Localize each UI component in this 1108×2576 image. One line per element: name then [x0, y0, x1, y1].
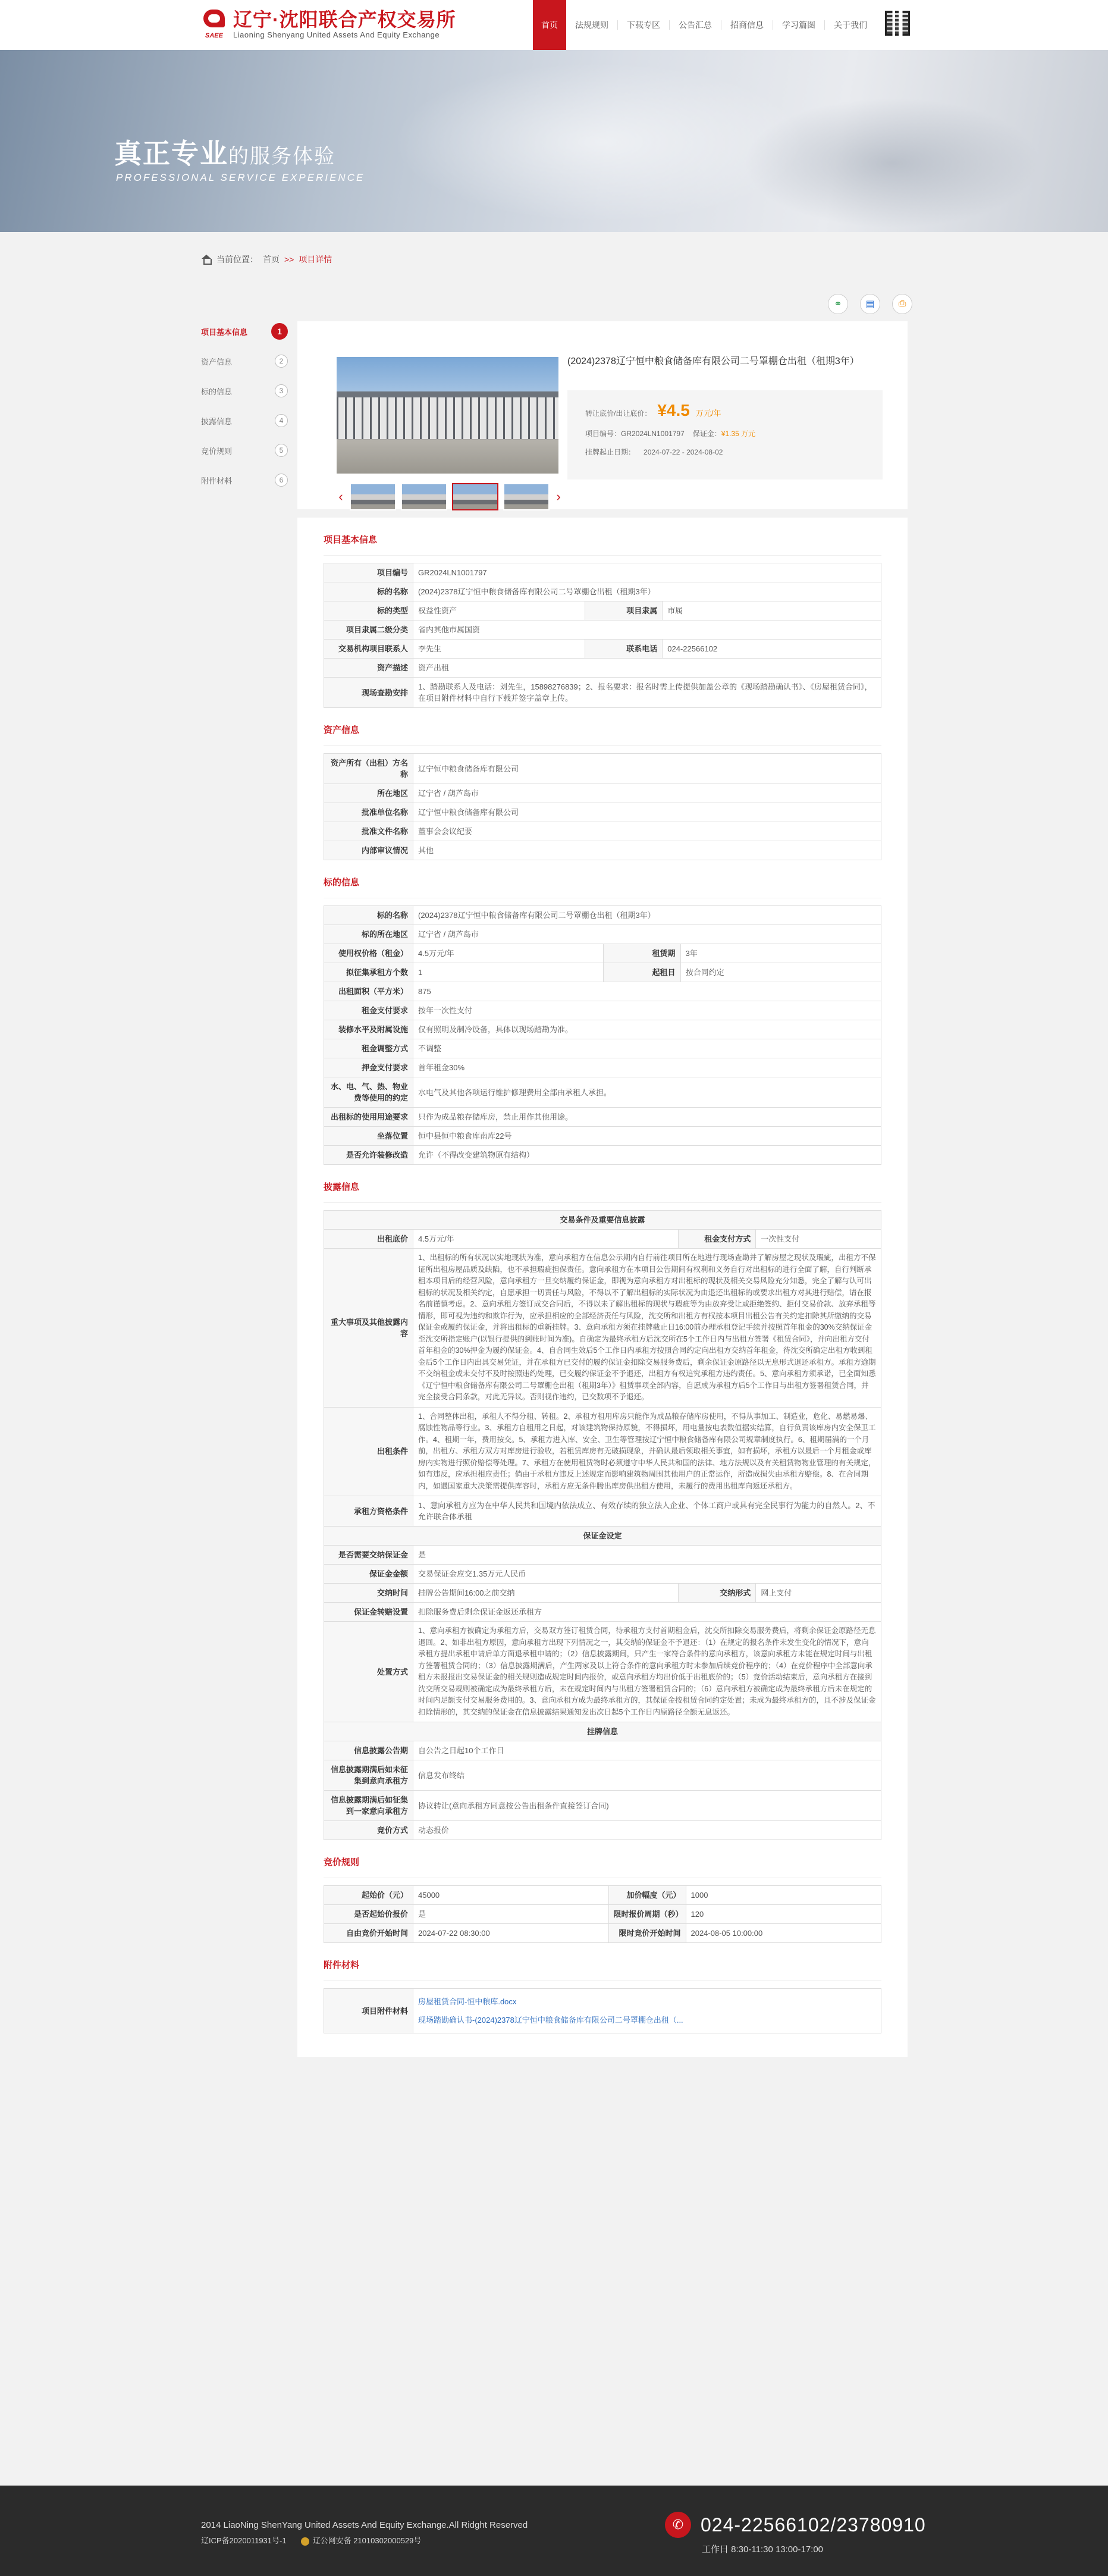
table-cell-label: 出租条件 — [324, 1407, 413, 1496]
table-cell-label: 租金支付方式 — [679, 1230, 756, 1249]
nav-announcements[interactable]: 公告汇总 — [670, 20, 721, 30]
table-cell-label: 租赁期 — [603, 944, 680, 963]
table-cell-label: 资产所有（出租）方名称 — [324, 754, 413, 784]
banner-slogan-en: PROFESSIONAL SERVICE EXPERIENCE — [116, 172, 365, 183]
table-row — [324, 1821, 881, 1840]
table-cell-label: 项目隶属 — [585, 601, 663, 621]
table-cell-value: 网上支付 — [756, 1584, 881, 1603]
table-cell-value: 1 — [413, 963, 604, 982]
logo-mark-text: SAEE — [205, 32, 223, 39]
table-cell-label: 装修水平及附属设施 — [324, 1020, 413, 1039]
breadcrumb — [201, 253, 332, 265]
qrcode-icon — [885, 11, 910, 36]
table-cell-value: 不调整 — [413, 1039, 881, 1058]
breadcrumb-prefix: 当前位置： — [216, 255, 258, 264]
table-cell-value: 省内其他市属国资 — [413, 621, 881, 640]
table-cell-value: (2024)2378辽宁恒中粮食储备库有限公司二号罩棚仓出租（租期3年） — [413, 582, 881, 601]
table-cell-label: 起租日 — [603, 963, 680, 982]
table-cell-label: 资产描述 — [324, 659, 413, 678]
table-cell-value: 权益性资产 — [413, 601, 585, 621]
table-row — [324, 563, 881, 582]
table-row — [324, 982, 881, 1001]
table-row — [324, 1924, 881, 1943]
main-content — [297, 321, 908, 2057]
sidebar-item-label: 附件材料 — [201, 476, 233, 485]
table-row — [324, 1741, 881, 1760]
table-row — [324, 784, 881, 803]
table-cell-label: 批准单位名称 — [324, 803, 413, 822]
table-cell-value: 1、意向承租方被确定为承租方后，交易双方签订租赁合同，待承租方支付首期租金后，沈交所扣除交易服务费后，将剩余保证金原路径无息退回。2、如非出租方原因，意向承租方出现下列情况之一，其交纳的保证金不予退还：（1）在规定的报名条件未发生变化的情况下，意向承租方提出承租申请后单方面退承租申请的；（2）信息披露期间，只产生一家符合条件的意向承租方，该意向承租方未能在规定时间与出租方签署租赁合同的；（3）信息披露期满后，产生两家及以上符合条件的意向承租方时未参加后续竞价程序的；（4）在竞价程序中全部意向承租方未报报出交易保证金的相关规则造成规定时间内报价，或意向承租方均出价低于出租底价的；（5）竞价活动结束后，意向承租方在接到沈交所交易规则被确定成为最终承租方后，未在规定时间内与出租方签署租赁合同的；（6）意向承租方被确定成为最终承租方后未在规定的时间内足额支付交易服务费用的。3、意向承租方成为最终承租方的，其保证金按租赁合同约定处置；未成为最终承租方的，且不涉及保证金扣除情形的，其交纳的保证金在信息披露结果通知发出次日起5个工作日内原路径全额无息返还。 — [413, 1622, 881, 1722]
table-row — [324, 963, 881, 982]
table-row — [324, 1989, 881, 2033]
table-row — [324, 1546, 881, 1565]
table-cell-value: 1000 — [686, 1886, 881, 1905]
table-cell-value: 辽宁省 / 葫芦岛市 — [413, 784, 881, 803]
table-cell-value — [413, 1989, 881, 2033]
price-label: 转让底价/出让底价： — [585, 409, 652, 418]
table-cell-value: 1、出租标的所有状况以实地现状为准，意向承租方在信息公示期内自行前往项目所在地进行现场查勘并了解房屋之现状及瑕疵，出租方不保证所出租房屋品质及缺陷，也不承担瑕疵担保责任。意向承租方在本项目公告期间有权利和义务自行对出租标的进行全面了解，自行判断承租本项目后的经营风险，意向承租方一旦交纳履约保证金，即视为意向承租方对出租标的现状及相关交易风险充分知悉，完全了解与认可出租标的状况及相关约定，自愿承担一切责任与风险，不得以不了解出租标的实际状况为由退还出租标的或要求出租方对其进行赔偿，请在报名前谨慎考虑。2、意向承租方签订成交合同后，不得以未了解出租标的现状与瑕疵等为由放弃受让或拒绝签约、拒付交易价款、放弃承租等情形，即可视为违约和欺诈行为，应承担相应的全部经济责任与风险，沈交所和出租方有权按本项目出租公告有关约定扣除其所缴纳的交易保证金或履约保证金，并将出租标的重新挂牌。3、意向承租方须在挂牌截止日16:00前办理承租登记手续并按照首年租金的30%交纳保证金至沈交所指定账户(以银行提供的到账时间为准)。自确定为最终承租方后沈交所在5个工作日内与出租方签署《租赁合同》，并向出租方交付首年租金的30%押金为履约保证金。4、自合同生效后5个工作日内承租方按照合同约定向出租方交纳首年租金，待沈交所确定出租方收到租金后5个工作日内出具交易凭证，并在承租方已交付的履约保证金扣除交易服务费后，剩余保证金原路径以无息形式退还承租方。承租方逾期不交纳租金或未交付不及时按照违约处理，已交履约保证金不予退还，出租方有权追究承租方违约责任。5、意向承租方须承诺，已全面知悉《辽宁恒中粮食储备库有限公司二号罩棚仓出租（租期3年）》租赁事项全部内容，自愿成为承租方后5个工作日与出租方签署租赁合同，并完全接受合同条款，对此无异议。否则视作违约，已交数项不予退还。 — [413, 1249, 881, 1408]
disclosure-table — [324, 1210, 881, 1840]
table-cell-value: 首年租金30% — [413, 1058, 881, 1077]
footer-copyright: 2014 LiaoNing ShenYang United Assets And Equity Exchange.All Ridght Reserved — [201, 2520, 528, 2530]
hero-banner — [0, 50, 1108, 232]
table-cell-label: 信息披露期满后如未征集到意向承租方 — [324, 1760, 413, 1791]
attachment-link[interactable]: 房屋租赁合同-恒中粮库.docx — [418, 1997, 517, 2006]
table-cell-label: 出租面积（平方米） — [324, 982, 413, 1001]
sidebar-item-bidding[interactable] — [201, 435, 289, 465]
sidebar-item-label: 资产信息 — [201, 357, 233, 366]
table-cell-value: GR2024LN1001797 — [413, 563, 881, 582]
table-cell-label: 重大事项及其他披露内容 — [324, 1249, 413, 1408]
sidebar-item-target[interactable] — [201, 376, 289, 406]
table-row — [324, 944, 881, 963]
top-bar — [0, 0, 1108, 50]
section-sidebar — [201, 316, 289, 495]
table-cell-label: 使用权价格（租金） — [324, 944, 413, 963]
table-row — [324, 1146, 881, 1165]
project-title: (2024)2378辽宁恒中粮食储备库有限公司二号罩棚仓出租（租期3年） — [567, 356, 859, 366]
banner-slogan-part: 的服务体验 — [228, 145, 335, 168]
table-cell-label: 联系电话 — [585, 640, 663, 659]
table-cell-label: 加价幅度（元） — [608, 1886, 686, 1905]
table-cell-value: 45000 — [413, 1886, 609, 1905]
table-row — [324, 1496, 881, 1527]
print-icon[interactable]: ▤ — [860, 294, 880, 314]
table-cell-value: 水电气及其他各项运行维护修理费用全部由承租人承担。 — [413, 1077, 881, 1108]
logo-subtitle: Liaoning Shenyang United Assets And Equity Exchange — [233, 30, 440, 39]
table-cell-value: 李先生 — [413, 640, 585, 659]
table-cell-value: (2024)2378辽宁恒中粮食储备库有限公司二号罩棚仓出租（租期3年） — [413, 906, 881, 925]
price-unit: 万元/年 — [695, 409, 721, 418]
table-cell-label: 是否允许装修改造 — [324, 1146, 413, 1165]
table-cell-value: 仅有照明及制冷设备，具体以现场踏勘为准。 — [413, 1020, 881, 1039]
table-row — [324, 640, 881, 659]
nav-about[interactable]: 关于我们 — [834, 20, 867, 30]
table-row — [324, 1039, 881, 1058]
table-cell-value: 只作为成品粮存储库房，禁止用作其他用途。 — [413, 1108, 881, 1127]
deposit-label: 保证金： — [692, 430, 721, 438]
table-cell-label: 挂牌信息 — [324, 1722, 881, 1741]
sidebar-item-attachments[interactable] — [201, 465, 289, 495]
table-cell-label: 交纳形式 — [679, 1584, 756, 1603]
share-icon[interactable]: ⚭ — [828, 294, 848, 314]
table-cell-value: 辽宁恒中粮食储备库有限公司 — [413, 803, 881, 822]
table-cell-value: 1、踏勘联系人及电话：刘先生，15898276839；2、报名要求：报名时需上传提供加盖公章的《现场踏勘确认书》、《房屋租赁合同》，在项目附件材料中自行下载并签字盖章上传。 — [413, 678, 881, 708]
table-cell-value: 交易保证金应交1.35万元人民币 — [413, 1565, 881, 1584]
phone-icon: ✆ — [665, 2512, 691, 2538]
next-arrow-icon[interactable]: › — [556, 489, 561, 504]
table-row — [324, 1886, 881, 1905]
table-cell-label: 标的所在地区 — [324, 925, 413, 944]
table-cell-label: 现场查勘安排 — [324, 678, 413, 708]
table-row — [324, 822, 881, 841]
table-cell-value: 挂牌公告期间16:00之前交纳 — [413, 1584, 679, 1603]
table-cell-value: 董事会会议纪要 — [413, 822, 881, 841]
site-logo[interactable] — [201, 7, 456, 40]
main-photo[interactable] — [337, 357, 558, 474]
section-basic — [297, 518, 908, 708]
table-row — [324, 582, 881, 601]
sidebar-item-label: 披露信息 — [201, 416, 233, 426]
section-disclosure — [297, 1165, 908, 1840]
table-cell-value: 2024-07-22 08:30:00 — [413, 1924, 609, 1943]
table-cell-value: 120 — [686, 1905, 881, 1924]
table-cell-label: 押金支付要求 — [324, 1058, 413, 1077]
section-title: 项目基本信息 — [324, 518, 881, 556]
table-cell-label: 批准文件名称 — [324, 822, 413, 841]
sidebar-item-number: 5 — [275, 444, 288, 457]
table-cell-label: 是否起始价报价 — [324, 1905, 413, 1924]
section-title: 竞价规则 — [324, 1840, 881, 1878]
table-cell-label: 交纳时间 — [324, 1584, 413, 1603]
nav-downloads[interactable]: 下载专区 — [618, 20, 670, 30]
thumbnail[interactable] — [401, 483, 447, 510]
attachments-table — [324, 1988, 881, 2033]
table-cell-label: 处置方式 — [324, 1622, 413, 1722]
table-cell-label: 保证金设定 — [324, 1527, 881, 1546]
site-footer — [0, 2486, 1108, 2576]
table-cell-label: 标的类型 — [324, 601, 413, 621]
table-cell-label: 信息披露公告期 — [324, 1741, 413, 1760]
footer-tel: 024-22566102/23780910 — [701, 2514, 926, 2536]
table-cell-label: 保证金转赔设置 — [324, 1603, 413, 1622]
table-row — [324, 1565, 881, 1584]
table-cell-label: 是否需要交纳保证金 — [324, 1546, 413, 1565]
table-cell-value: 市属 — [663, 601, 881, 621]
breadcrumb-separator: >> — [284, 255, 294, 264]
table-cell-label: 水、电、气、热、物业费等使用的约定 — [324, 1077, 413, 1108]
table-row — [324, 1791, 881, 1821]
sidebar-item-label: 竞价规则 — [201, 446, 233, 456]
table-row — [324, 659, 881, 678]
table-cell-value: 辽宁省 / 葫芦岛市 — [413, 925, 881, 944]
period-label: 挂牌起止日期： — [585, 448, 636, 456]
section-title: 附件材料 — [324, 1943, 881, 1981]
breadcrumb-home-link[interactable]: 首页 — [263, 255, 280, 264]
deposit-value: ¥1.35 — [721, 430, 739, 438]
home-icon — [201, 255, 212, 264]
main-nav — [533, 0, 876, 50]
table-row — [324, 1584, 881, 1603]
logo-mark-icon — [201, 7, 227, 40]
prev-arrow-icon[interactable]: ‹ — [338, 489, 343, 504]
attachment-link[interactable]: 现场踏勘确认书-(2024)2378辽宁恒中粮食储备库有限公司二号罩棚仓出租（... — [418, 2016, 683, 2025]
bidding-table — [324, 1885, 881, 1943]
table-cell-value: 一次性支付 — [756, 1230, 881, 1249]
table-cell-value: 2024-08-05 10:00:00 — [686, 1924, 881, 1943]
table-cell-label: 标的名称 — [324, 582, 413, 601]
sidebar-item-disclosure[interactable] — [201, 406, 289, 435]
table-row — [324, 1230, 881, 1249]
table-row — [324, 1249, 881, 1408]
table-row — [324, 678, 881, 708]
table-cell-value: 1、合同整体出租，承租人不得分租、转租。2、承租方租用库房只能作为成品粮存储库房使用，不得从事加工、制造业，危化、易燃易爆、腐蚀性物品等行业。3、承租方自租用之日起，对该建筑物保持原貌，不得损坏，用电量按电表数值据实结算，自行负责该库房内安全保卫工作。4、租期一年，费用按交。5、承租方进入库、安全、卫生等管理按辽宁恒中粮食储备库有限公司规章制度执行。6、租期届满的一个月前，出租方、承租方双方对库房进行验收，若租赁库房有无破损现象，并确认最后领取相关事宜，如有损坏，承租方以最后一个月租金或库房内实物进行照价赔偿等处理。7、承租方在使用租赁物时必须遵守中华人民共和国的法律、地方法规以及有关租赁物物业管理的有关规定，如有违反，应承担相应责任；倘由于承租方违反上述规定而影响建筑物周围其他用户的正常运作，所造成损失由承租方赔偿。8、在合同期内，如遇国家重大决策需提供库容时，承租方应无条件腾出库房供出租方使用，未履行的费用出租库向返还承租方。 — [413, 1407, 881, 1496]
table-cell-value: 动态报价 — [413, 1821, 881, 1840]
table-cell-value: 是 — [413, 1546, 881, 1565]
thumbnail[interactable] — [350, 483, 396, 510]
code-label: 项目编号： — [585, 430, 622, 438]
table-cell-value: 024-22566102 — [663, 640, 881, 659]
police-badge-icon — [301, 2537, 309, 2546]
target-table — [324, 905, 881, 1165]
sidebar-item-number: 2 — [275, 355, 288, 368]
code-value: GR2024LN1001797 — [621, 430, 685, 438]
table-row — [324, 1127, 881, 1146]
table-cell-value: 按合同约定 — [680, 963, 881, 982]
table-cell-label: 限时竞价开始时间 — [608, 1924, 686, 1943]
table-cell-value: 是 — [413, 1905, 609, 1924]
table-row — [324, 1108, 881, 1127]
table-cell-label: 标的名称 — [324, 906, 413, 925]
table-cell-label: 租金调整方式 — [324, 1039, 413, 1058]
section-title: 标的信息 — [324, 860, 881, 898]
table-row — [324, 803, 881, 822]
table-row — [324, 1001, 881, 1020]
nav-regulations[interactable]: 法规规则 — [566, 20, 618, 30]
asset-table — [324, 753, 881, 860]
table-row — [324, 1058, 881, 1077]
table-cell-label: 保证金金额 — [324, 1565, 413, 1584]
table-row — [324, 925, 881, 944]
section-title: 资产信息 — [324, 708, 881, 746]
sidebar-item-basic[interactable] — [201, 316, 289, 346]
footer-police-link[interactable]: 辽公网安备 21010302000529号 — [312, 2536, 422, 2545]
table-row — [324, 754, 881, 784]
thumbnail[interactable] — [503, 483, 550, 510]
logo-title: 辽宁·沈阳联合产权交易所 — [233, 8, 456, 30]
sidebar-item-number: 3 — [275, 384, 288, 397]
table-row — [324, 1603, 881, 1622]
table-cell-label: 承租方资格条件 — [324, 1496, 413, 1527]
table-cell-value: 恒中县恒中粮食库南库22号 — [413, 1127, 881, 1146]
table-row — [324, 1905, 881, 1924]
sidebar-item-label: 标的信息 — [201, 387, 233, 396]
table-cell-label: 信息披露期满后如征集到一家意向承租方 — [324, 1791, 413, 1821]
table-cell-value: 扣除服务费后剩余保证金返还承租方 — [413, 1603, 881, 1622]
section-bidding — [297, 1840, 908, 1943]
action-icons — [828, 294, 912, 314]
period-value: 2024-07-22 - 2024-08-02 — [644, 448, 723, 456]
table-cell-value: 资产出租 — [413, 659, 881, 678]
sidebar-item-number: 6 — [275, 474, 288, 487]
table-cell-label: 限时报价周期（秒） — [608, 1905, 686, 1924]
table-cell-value: 协议转让(意向承租方同意按公告出租条件直接签订合同) — [413, 1791, 881, 1821]
section-title: 披露信息 — [324, 1165, 881, 1203]
thumbnail-strip — [337, 483, 563, 510]
deposit-unit: 万元 — [741, 430, 756, 438]
table-row — [324, 1527, 881, 1546]
table-row — [324, 1077, 881, 1108]
table-row — [324, 601, 881, 621]
table-row — [324, 841, 881, 860]
basic-table — [324, 563, 881, 708]
table-cell-value: 3年 — [680, 944, 881, 963]
table-cell-value: 1、意向承租方应为在中华人民共和国境内依法成立、有效存续的独立法人企业、个体工商户或具有完全民事行为能力的自然人。2、不允许联合体承租 — [413, 1496, 881, 1527]
table-cell-value: 允许（不得改变建筑物原有结构） — [413, 1146, 881, 1165]
sidebar-item-number: 4 — [275, 414, 288, 427]
table-row — [324, 621, 881, 640]
sidebar-item-asset[interactable] — [201, 346, 289, 376]
price-box — [567, 390, 883, 480]
table-cell-value: 信息发布终结 — [413, 1760, 881, 1791]
footer-icp-link[interactable]: 辽ICP备2020011931号-1 — [201, 2536, 287, 2545]
banner-slogan-part: 真正专业 — [114, 138, 228, 169]
attachments-label: 项目附件材料 — [324, 1989, 413, 2033]
nav-investment[interactable]: 招商信息 — [721, 20, 773, 30]
section-target — [297, 860, 908, 1165]
table-cell-label: 交易条件及重要信息披露 — [324, 1211, 881, 1230]
nav-learning[interactable]: 学习篇图 — [773, 20, 825, 30]
sidebar-item-label: 项目基本信息 — [201, 327, 248, 337]
table-row — [324, 1211, 881, 1230]
table-row — [324, 1760, 881, 1791]
table-row — [324, 906, 881, 925]
table-row — [324, 1722, 881, 1741]
table-cell-value: 875 — [413, 982, 881, 1001]
favorite-icon[interactable]: ⎙ — [892, 294, 912, 314]
table-cell-value: 4.5万元/年 — [413, 944, 604, 963]
table-row — [324, 1407, 881, 1496]
table-cell-value: 其他 — [413, 841, 881, 860]
table-cell-label: 坐落位置 — [324, 1127, 413, 1146]
table-cell-label: 租金支付要求 — [324, 1001, 413, 1020]
table-cell-label: 出租底价 — [324, 1230, 413, 1249]
table-cell-label: 项目隶属二级分类 — [324, 621, 413, 640]
table-cell-label: 起始价（元） — [324, 1886, 413, 1905]
table-cell-label: 内部审议情况 — [324, 841, 413, 860]
table-cell-value: 4.5万元/年 — [413, 1230, 679, 1249]
section-asset — [297, 708, 908, 860]
footer-hours: 工作日 8:30-11:30 13:00-17:00 — [702, 2544, 824, 2555]
section-attachments — [297, 1943, 908, 2057]
breadcrumb-current: 项目详情 — [299, 255, 332, 264]
table-cell-value: 按年一次性支付 — [413, 1001, 881, 1020]
nav-home[interactable]: 首页 — [533, 0, 566, 50]
price-value: ¥4.5 — [657, 401, 690, 419]
table-cell-label: 自由竞价开始时间 — [324, 1924, 413, 1943]
table-cell-label: 出租标的使用用途要求 — [324, 1108, 413, 1127]
table-row — [324, 1622, 881, 1722]
table-cell-label: 项目编号 — [324, 563, 413, 582]
table-cell-label: 所在地区 — [324, 784, 413, 803]
table-cell-value: 自公告之日起10个工作日 — [413, 1741, 881, 1760]
table-cell-label: 竞价方式 — [324, 1821, 413, 1840]
table-cell-label: 拟征集承租方个数 — [324, 963, 413, 982]
project-summary — [297, 321, 908, 518]
table-cell-label: 交易机构项目联系人 — [324, 640, 413, 659]
banner-slogan — [114, 132, 335, 171]
thumbnail[interactable] — [452, 483, 498, 510]
sidebar-item-number: 1 — [271, 323, 288, 340]
table-cell-value: 辽宁恒中粮食储备库有限公司 — [413, 754, 881, 784]
table-row — [324, 1020, 881, 1039]
